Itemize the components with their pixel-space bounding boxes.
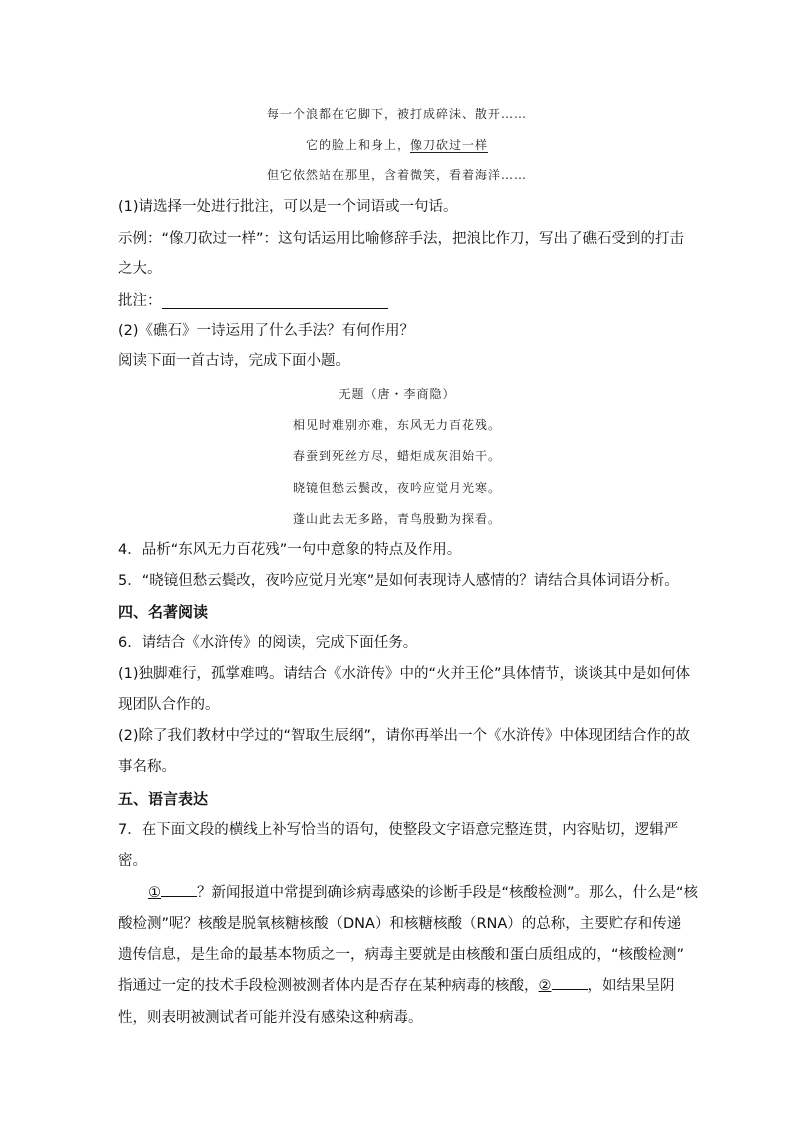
poem2-line: 蓬山此去无多路，青鸟殷勤为探看。 — [292, 512, 501, 526]
poem-reading-intro: 阅读下面一首古诗，完成下面小题。 — [118, 353, 350, 369]
poem2-line: 春蚕到死丝方尽，蜡炬成灰泪始干。 — [292, 449, 501, 463]
blank-2-input[interactable] — [552, 975, 588, 990]
annotation-answer-line[interactable] — [162, 294, 388, 309]
q7-stem-line2: 密。 — [118, 853, 147, 869]
q7-passage-line5: 性，则表明被测试者可能并没有感染这种病毒。 — [118, 1010, 423, 1026]
q1-annotation-row — [118, 286, 678, 316]
blank-1-input[interactable] — [161, 882, 197, 897]
q6-part1-line2: 现团队合作的。 — [118, 697, 220, 713]
poem-line-1: 每一个浪都在它脚下，被打成碎沫、散开…… — [266, 107, 527, 121]
q2-text: (2)《礁石》一诗运用了什么手法？有何作用？ — [118, 323, 415, 339]
poem-line-3: 但它依然站在那里，含着微笑，看着海洋…… — [266, 168, 527, 182]
q7-passage-line3: 遗传信息，是生命的最基本物质之一，病毒主要就是由核酸和蛋白质组成的，“核酸检测” — [118, 947, 685, 963]
passage-text: ？新闻报道中常提到确诊病毒感染的诊断手段是“核酸检测”。那么，什么是“核 — [197, 885, 699, 901]
q6-part2-line1: (2)除了我们教材中学过的“智取生辰纲”，请你再举出一个《水浒传》中体现团结合作的故 — [118, 728, 691, 744]
blank-1-marker: ① — [148, 885, 161, 901]
q7-passage-line2: 酸检测”呢？核酸是脱氧核糖核酸（DNA）和核糖核酸（RNA）的总称，主要贮存和传递 — [118, 916, 682, 932]
section-heading-language: 五、语言表达 — [118, 790, 209, 808]
passage-text: ，如结果呈阴 — [587, 978, 675, 994]
q7-stem-line1: 7．在下面文段的横线上补写恰当的语句，使整段文字语意完整连贯，内容贴切，逻辑严 — [118, 822, 679, 838]
section-heading-classics: 四、名著阅读 — [118, 603, 209, 621]
passage-text: 指通过一定的技术手段检测被测者体内是否存在某种病毒的核酸， — [118, 978, 539, 994]
poem2-line: 晓镜但愁云鬓改，夜吟应觉月光寒。 — [292, 481, 501, 495]
poem-line-2-text: 它的脸上和身上， — [305, 138, 410, 152]
poem2-title: 无题（唐・李商隐） — [338, 387, 456, 401]
poem-line-2-underlined: 像刀砍过一样 — [410, 138, 489, 152]
question-5: 5．“晓镜但愁云鬓改，夜吟应觉月光寒”是如何表现诗人感情的？请结合具体词语分析。 — [118, 573, 679, 589]
blank-2-marker: ② — [538, 978, 552, 994]
poem-line-2 — [0, 136, 794, 153]
q7-passage-line4 — [118, 971, 678, 1001]
annotation-label: 批注： — [118, 293, 162, 309]
question-4: 4．品析“东风无力百花残”一句中意象的特点及作用。 — [118, 542, 462, 558]
q1-example-line1: 示例：“像刀砍过一样”：这句话运用比喻修辞手法，把浪比作刀，写出了礁石受到的打击 — [118, 231, 685, 247]
q6-stem: 6．请结合《水浒传》的阅读，完成下面任务。 — [118, 635, 418, 651]
poem2-line: 相见时难别亦难，东风无力百花残。 — [292, 418, 501, 432]
q7-passage-line1 — [118, 878, 699, 908]
q6-part1-line1: (1)独脚难行，孤掌难鸣。请结合《水浒传》中的“火并王伦”具体情节，谈谈其中是如何体 — [118, 666, 691, 682]
q1-instruction: (1)请选择一处进行批注，可以是一个词语或一句话。 — [118, 199, 458, 215]
q1-example-line2: 之大。 — [118, 261, 162, 277]
q6-part2-line2: 事名称。 — [118, 759, 176, 775]
